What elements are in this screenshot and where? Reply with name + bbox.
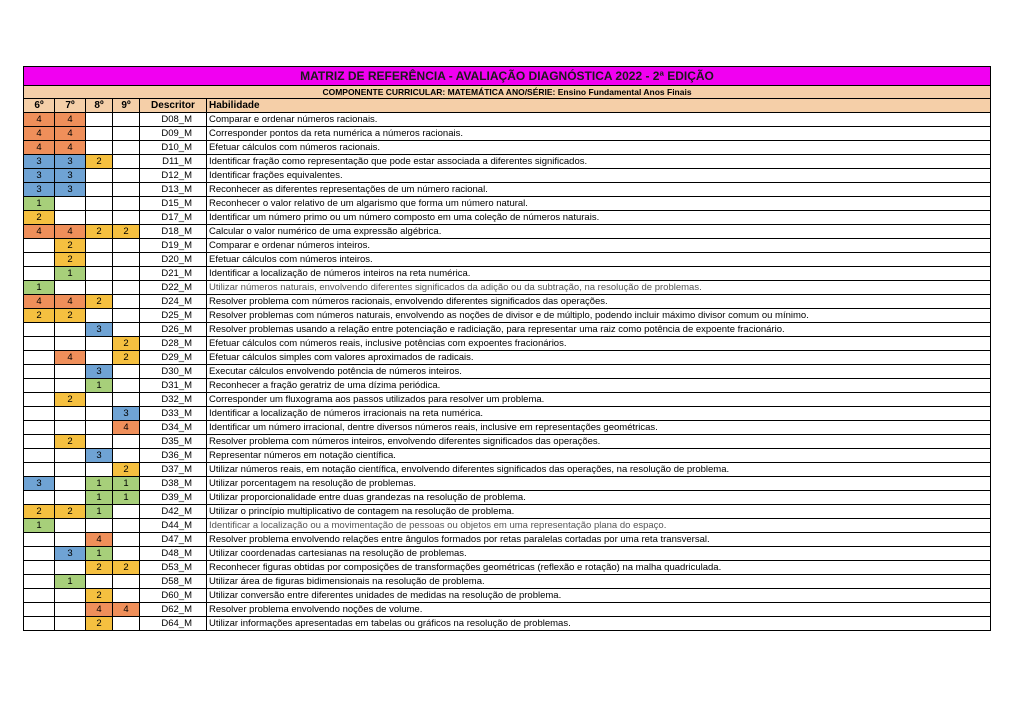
level-cell-g7: 2 xyxy=(55,253,86,267)
table-row xyxy=(24,253,991,267)
descritor-code: D42_M xyxy=(140,505,207,519)
header-row xyxy=(24,99,991,113)
level-cell-g8: 1 xyxy=(86,477,113,491)
table-row xyxy=(24,421,991,435)
habilidade-text: Reconhecer o valor relativo de um algarismo que forma um número natural. xyxy=(207,197,991,211)
habilidade-text: Reconhecer as diferentes representações de um número racional. xyxy=(207,183,991,197)
level-cell-g8: 1 xyxy=(86,547,113,561)
level-cell-g9 xyxy=(113,575,140,589)
level-cell-g8: 2 xyxy=(86,225,113,239)
level-cell-g9 xyxy=(113,211,140,225)
table-row xyxy=(24,603,991,617)
level-cell-g9: 2 xyxy=(113,225,140,239)
table-row xyxy=(24,141,991,155)
habilidade-text: Utilizar coordenadas cartesianas na resolução de problemas. xyxy=(207,547,991,561)
habilidade-text: Resolver problemas usando a relação entre potenciação e radiciação, para representar uma raiz como potência de expoente fracionário. xyxy=(207,323,991,337)
level-cell-g9 xyxy=(113,323,140,337)
level-cell-g6: 4 xyxy=(24,295,55,309)
level-cell-g9: 2 xyxy=(113,463,140,477)
level-cell-g7: 4 xyxy=(55,295,86,309)
header-descritor: Descritor xyxy=(140,99,207,113)
descritor-code: D60_M xyxy=(140,589,207,603)
descritor-code: D09_M xyxy=(140,127,207,141)
level-cell-g7 xyxy=(55,463,86,477)
level-cell-g8: 1 xyxy=(86,505,113,519)
document-title: MATRIZ DE REFERÊNCIA - AVALIAÇÃO DIAGNÓSTICA 2022 - 2ª EDIÇÃO xyxy=(24,67,991,86)
level-cell-g9: 4 xyxy=(113,421,140,435)
level-cell-g9: 1 xyxy=(113,477,140,491)
level-cell-g7 xyxy=(55,365,86,379)
level-cell-g9: 1 xyxy=(113,491,140,505)
header-habilidade: Habilidade xyxy=(207,99,991,113)
level-cell-g8: 4 xyxy=(86,533,113,547)
level-cell-g9: 2 xyxy=(113,351,140,365)
descritor-code: D58_M xyxy=(140,575,207,589)
descritor-code: D64_M xyxy=(140,617,207,631)
level-cell-g9 xyxy=(113,295,140,309)
level-cell-g6 xyxy=(24,491,55,505)
level-cell-g9 xyxy=(113,435,140,449)
level-cell-g8 xyxy=(86,211,113,225)
table-row xyxy=(24,267,991,281)
table-row xyxy=(24,281,991,295)
descritor-code: D39_M xyxy=(140,491,207,505)
descritor-code: D21_M xyxy=(140,267,207,281)
level-cell-g8: 2 xyxy=(86,561,113,575)
habilidade-text: Utilizar porcentagem na resolução de problemas. xyxy=(207,477,991,491)
level-cell-g8 xyxy=(86,141,113,155)
level-cell-g9 xyxy=(113,365,140,379)
descritor-code: D30_M xyxy=(140,365,207,379)
level-cell-g8 xyxy=(86,463,113,477)
level-cell-g7 xyxy=(55,323,86,337)
level-cell-g7: 4 xyxy=(55,141,86,155)
level-cell-g9 xyxy=(113,533,140,547)
level-cell-g7: 2 xyxy=(55,505,86,519)
habilidade-text: Identificar um número irracional, dentre diversos números reais, inclusive em representações geométricas. xyxy=(207,421,991,435)
header-grade-9: 9º xyxy=(113,99,140,113)
habilidade-text: Utilizar conversão entre diferentes unidades de medidas na resolução de problema. xyxy=(207,589,991,603)
habilidade-text: Calcular o valor numérico de uma expressão algébrica. xyxy=(207,225,991,239)
level-cell-g9: 2 xyxy=(113,337,140,351)
habilidade-text: Resolver problema envolvendo noções de volume. xyxy=(207,603,991,617)
level-cell-g9: 3 xyxy=(113,407,140,421)
level-cell-g6 xyxy=(24,393,55,407)
level-cell-g6: 3 xyxy=(24,155,55,169)
habilidade-text: Identificar um número primo ou um número composto em uma coleção de números naturais. xyxy=(207,211,991,225)
table-row xyxy=(24,435,991,449)
level-cell-g8 xyxy=(86,519,113,533)
level-cell-g7 xyxy=(55,421,86,435)
level-cell-g9 xyxy=(113,589,140,603)
level-cell-g6 xyxy=(24,379,55,393)
level-cell-g7 xyxy=(55,197,86,211)
level-cell-g9 xyxy=(113,127,140,141)
habilidade-text: Efetuar cálculos com números racionais. xyxy=(207,141,991,155)
descritor-code: D44_M xyxy=(140,519,207,533)
habilidade-text: Reconhecer a fração geratriz de uma dízima periódica. xyxy=(207,379,991,393)
habilidade-text: Identificar a localização de números irracionais na reta numérica. xyxy=(207,407,991,421)
level-cell-g9 xyxy=(113,155,140,169)
level-cell-g7 xyxy=(55,407,86,421)
level-cell-g8 xyxy=(86,169,113,183)
level-cell-g8: 2 xyxy=(86,589,113,603)
level-cell-g7 xyxy=(55,617,86,631)
level-cell-g6 xyxy=(24,421,55,435)
habilidade-text: Utilizar números reais, em notação científica, envolvendo diferentes significados das operações, na resolução de problema. xyxy=(207,463,991,477)
level-cell-g9 xyxy=(113,309,140,323)
level-cell-g8 xyxy=(86,309,113,323)
descritor-code: D08_M xyxy=(140,113,207,127)
table-row xyxy=(24,519,991,533)
level-cell-g8: 3 xyxy=(86,365,113,379)
descritor-code: D36_M xyxy=(140,449,207,463)
level-cell-g7: 3 xyxy=(55,155,86,169)
level-cell-g6 xyxy=(24,547,55,561)
descritor-code: D25_M xyxy=(140,309,207,323)
level-cell-g6 xyxy=(24,617,55,631)
descritor-code: D22_M xyxy=(140,281,207,295)
level-cell-g7 xyxy=(55,281,86,295)
level-cell-g9 xyxy=(113,393,140,407)
level-cell-g6 xyxy=(24,603,55,617)
level-cell-g8: 4 xyxy=(86,603,113,617)
habilidade-text: Comparar e ordenar números inteiros. xyxy=(207,239,991,253)
table-row xyxy=(24,617,991,631)
table-row xyxy=(24,477,991,491)
level-cell-g6: 4 xyxy=(24,113,55,127)
level-cell-g8: 3 xyxy=(86,449,113,463)
level-cell-g8 xyxy=(86,253,113,267)
level-cell-g9 xyxy=(113,183,140,197)
table-row xyxy=(24,155,991,169)
habilidade-text: Resolver problema envolvendo relações entre ângulos formados por retas paralelas cortadas por uma reta transversal. xyxy=(207,533,991,547)
table-row xyxy=(24,225,991,239)
level-cell-g7: 1 xyxy=(55,267,86,281)
document-subtitle: COMPONENTE CURRICULAR: MATEMÁTICA ANO/SÉRIE: Ensino Fundamental Anos Finais xyxy=(24,86,991,99)
level-cell-g6 xyxy=(24,449,55,463)
table-row xyxy=(24,365,991,379)
habilidade-text: Utilizar área de figuras bidimensionais na resolução de problema. xyxy=(207,575,991,589)
habilidade-text: Resolver problemas com números naturais, envolvendo as noções de divisor e de múltiplo, podendo incluir máximo divisor comum ou mínimo. xyxy=(207,309,991,323)
level-cell-g7: 2 xyxy=(55,239,86,253)
descritor-code: D35_M xyxy=(140,435,207,449)
header-grade-6: 6º xyxy=(24,99,55,113)
level-cell-g9 xyxy=(113,547,140,561)
level-cell-g6 xyxy=(24,463,55,477)
level-cell-g9 xyxy=(113,617,140,631)
descritor-code: D31_M xyxy=(140,379,207,393)
table-row xyxy=(24,505,991,519)
level-cell-g7 xyxy=(55,589,86,603)
table-row xyxy=(24,309,991,323)
level-cell-g7: 3 xyxy=(55,547,86,561)
habilidade-text: Corresponder um fluxograma aos passos utilizados para resolver um problema. xyxy=(207,393,991,407)
table-row xyxy=(24,393,991,407)
descritor-code: D18_M xyxy=(140,225,207,239)
habilidade-text: Utilizar informações apresentadas em tabelas ou gráficos na resolução de problemas. xyxy=(207,617,991,631)
habilidade-text: Identificar frações equivalentes. xyxy=(207,169,991,183)
habilidade-text: Corresponder pontos da reta numérica a números racionais. xyxy=(207,127,991,141)
level-cell-g6: 4 xyxy=(24,127,55,141)
table-row xyxy=(24,197,991,211)
habilidade-text: Identificar a localização de números inteiros na reta numérica. xyxy=(207,267,991,281)
level-cell-g7: 2 xyxy=(55,309,86,323)
level-cell-g6: 3 xyxy=(24,183,55,197)
descritor-code: D48_M xyxy=(140,547,207,561)
descritor-code: D33_M xyxy=(140,407,207,421)
level-cell-g6: 2 xyxy=(24,211,55,225)
descritor-code: D17_M xyxy=(140,211,207,225)
habilidade-text: Efetuar cálculos com números inteiros. xyxy=(207,253,991,267)
descritor-code: D32_M xyxy=(140,393,207,407)
level-cell-g7 xyxy=(55,337,86,351)
level-cell-g9 xyxy=(113,519,140,533)
level-cell-g6: 4 xyxy=(24,225,55,239)
habilidade-text: Resolver problema com números inteiros, envolvendo diferentes significados das operações. xyxy=(207,435,991,449)
descritor-code: D26_M xyxy=(140,323,207,337)
level-cell-g6 xyxy=(24,351,55,365)
level-cell-g8 xyxy=(86,183,113,197)
habilidade-text: Utilizar o princípio multiplicativo de contagem na resolução de problema. xyxy=(207,505,991,519)
level-cell-g9 xyxy=(113,449,140,463)
table-row xyxy=(24,449,991,463)
level-cell-g7: 3 xyxy=(55,183,86,197)
level-cell-g9 xyxy=(113,169,140,183)
level-cell-g8 xyxy=(86,421,113,435)
level-cell-g6 xyxy=(24,253,55,267)
descritor-code: D11_M xyxy=(140,155,207,169)
habilidade-text: Representar números em notação científica. xyxy=(207,449,991,463)
descritor-code: D10_M xyxy=(140,141,207,155)
level-cell-g8 xyxy=(86,337,113,351)
table-row xyxy=(24,379,991,393)
descritor-code: D47_M xyxy=(140,533,207,547)
level-cell-g7 xyxy=(55,491,86,505)
descritor-code: D53_M xyxy=(140,561,207,575)
level-cell-g6: 2 xyxy=(24,505,55,519)
table-row xyxy=(24,113,991,127)
table-row xyxy=(24,211,991,225)
table-row xyxy=(24,169,991,183)
descritor-code: D38_M xyxy=(140,477,207,491)
descritor-code: D15_M xyxy=(140,197,207,211)
level-cell-g8 xyxy=(86,351,113,365)
level-cell-g7 xyxy=(55,211,86,225)
habilidade-text: Utilizar números naturais, envolvendo diferentes significados da adição ou da subtração, na resolução de problemas. xyxy=(207,281,991,295)
descritor-code: D19_M xyxy=(140,239,207,253)
level-cell-g8 xyxy=(86,575,113,589)
table-row xyxy=(24,337,991,351)
level-cell-g7: 2 xyxy=(55,435,86,449)
level-cell-g8: 2 xyxy=(86,295,113,309)
level-cell-g7 xyxy=(55,603,86,617)
level-cell-g6 xyxy=(24,435,55,449)
table-row xyxy=(24,589,991,603)
level-cell-g8 xyxy=(86,127,113,141)
level-cell-g7: 4 xyxy=(55,351,86,365)
level-cell-g8 xyxy=(86,407,113,421)
descritor-code: D29_M xyxy=(140,351,207,365)
level-cell-g6: 3 xyxy=(24,169,55,183)
descritor-code: D24_M xyxy=(140,295,207,309)
level-cell-g8 xyxy=(86,281,113,295)
level-cell-g7: 4 xyxy=(55,113,86,127)
level-cell-g6 xyxy=(24,561,55,575)
header-grade-7: 7º xyxy=(55,99,86,113)
level-cell-g7 xyxy=(55,561,86,575)
level-cell-g8: 2 xyxy=(86,155,113,169)
table-row xyxy=(24,547,991,561)
level-cell-g7: 2 xyxy=(55,393,86,407)
table-row xyxy=(24,323,991,337)
table-row xyxy=(24,295,991,309)
habilidade-text: Efetuar cálculos simples com valores aproximados de radicais. xyxy=(207,351,991,365)
level-cell-g6 xyxy=(24,365,55,379)
habilidade-text: Reconhecer figuras obtidas por composições de transformações geométricas (reflexão e rotação) na malha quadriculada. xyxy=(207,561,991,575)
habilidade-text: Resolver problema com números racionais, envolvendo diferentes significados das operações. xyxy=(207,295,991,309)
level-cell-g8: 1 xyxy=(86,379,113,393)
level-cell-g9 xyxy=(113,505,140,519)
descritor-code: D34_M xyxy=(140,421,207,435)
descritor-code: D37_M xyxy=(140,463,207,477)
level-cell-g9 xyxy=(113,267,140,281)
descritor-code: D62_M xyxy=(140,603,207,617)
level-cell-g6: 1 xyxy=(24,281,55,295)
level-cell-g7 xyxy=(55,533,86,547)
level-cell-g8 xyxy=(86,393,113,407)
level-cell-g6 xyxy=(24,337,55,351)
level-cell-g6 xyxy=(24,575,55,589)
descritor-code: D28_M xyxy=(140,337,207,351)
level-cell-g6: 1 xyxy=(24,519,55,533)
level-cell-g9 xyxy=(113,281,140,295)
level-cell-g9 xyxy=(113,253,140,267)
habilidade-text: Executar cálculos envolvendo potência de números inteiros. xyxy=(207,365,991,379)
level-cell-g7: 4 xyxy=(55,127,86,141)
level-cell-g6 xyxy=(24,589,55,603)
level-cell-g8 xyxy=(86,113,113,127)
level-cell-g8 xyxy=(86,435,113,449)
level-cell-g8: 3 xyxy=(86,323,113,337)
level-cell-g9: 2 xyxy=(113,561,140,575)
level-cell-g9: 4 xyxy=(113,603,140,617)
table-row xyxy=(24,463,991,477)
level-cell-g7: 4 xyxy=(55,225,86,239)
level-cell-g8: 1 xyxy=(86,491,113,505)
header-grade-8: 8º xyxy=(86,99,113,113)
level-cell-g8 xyxy=(86,239,113,253)
descritor-code: D13_M xyxy=(140,183,207,197)
table-row xyxy=(24,561,991,575)
level-cell-g7 xyxy=(55,477,86,491)
level-cell-g6 xyxy=(24,267,55,281)
habilidade-text: Comparar e ordenar números racionais. xyxy=(207,113,991,127)
level-cell-g6 xyxy=(24,239,55,253)
table-row xyxy=(24,127,991,141)
level-cell-g8: 2 xyxy=(86,617,113,631)
level-cell-g7 xyxy=(55,519,86,533)
habilidade-text: Efetuar cálculos com números reais, inclusive potências com expoentes fracionários. xyxy=(207,337,991,351)
level-cell-g7: 3 xyxy=(55,169,86,183)
level-cell-g7: 1 xyxy=(55,575,86,589)
table-row xyxy=(24,533,991,547)
level-cell-g9 xyxy=(113,113,140,127)
level-cell-g8 xyxy=(86,197,113,211)
descritor-code: D12_M xyxy=(140,169,207,183)
table-row xyxy=(24,407,991,421)
table-row xyxy=(24,239,991,253)
descritor-code: D20_M xyxy=(140,253,207,267)
level-cell-g8 xyxy=(86,267,113,281)
level-cell-g7 xyxy=(55,449,86,463)
level-cell-g9 xyxy=(113,379,140,393)
table-row xyxy=(24,575,991,589)
level-cell-g9 xyxy=(113,197,140,211)
level-cell-g6: 1 xyxy=(24,197,55,211)
table-row xyxy=(24,351,991,365)
level-cell-g6: 2 xyxy=(24,309,55,323)
table-row xyxy=(24,491,991,505)
level-cell-g9 xyxy=(113,141,140,155)
level-cell-g9 xyxy=(113,239,140,253)
level-cell-g6 xyxy=(24,533,55,547)
habilidade-text: Identificar a localização ou a movimentação de pessoas ou objetos em uma representação plana do espaço. xyxy=(207,519,991,533)
level-cell-g6: 3 xyxy=(24,477,55,491)
habilidade-text: Utilizar proporcionalidade entre duas grandezas na resolução de problema. xyxy=(207,491,991,505)
table-row xyxy=(24,183,991,197)
reference-matrix-table xyxy=(23,66,991,631)
level-cell-g6 xyxy=(24,407,55,421)
level-cell-g6: 4 xyxy=(24,141,55,155)
level-cell-g6 xyxy=(24,323,55,337)
level-cell-g7 xyxy=(55,379,86,393)
habilidade-text: Identificar fração como representação que pode estar associada a diferentes significados. xyxy=(207,155,991,169)
